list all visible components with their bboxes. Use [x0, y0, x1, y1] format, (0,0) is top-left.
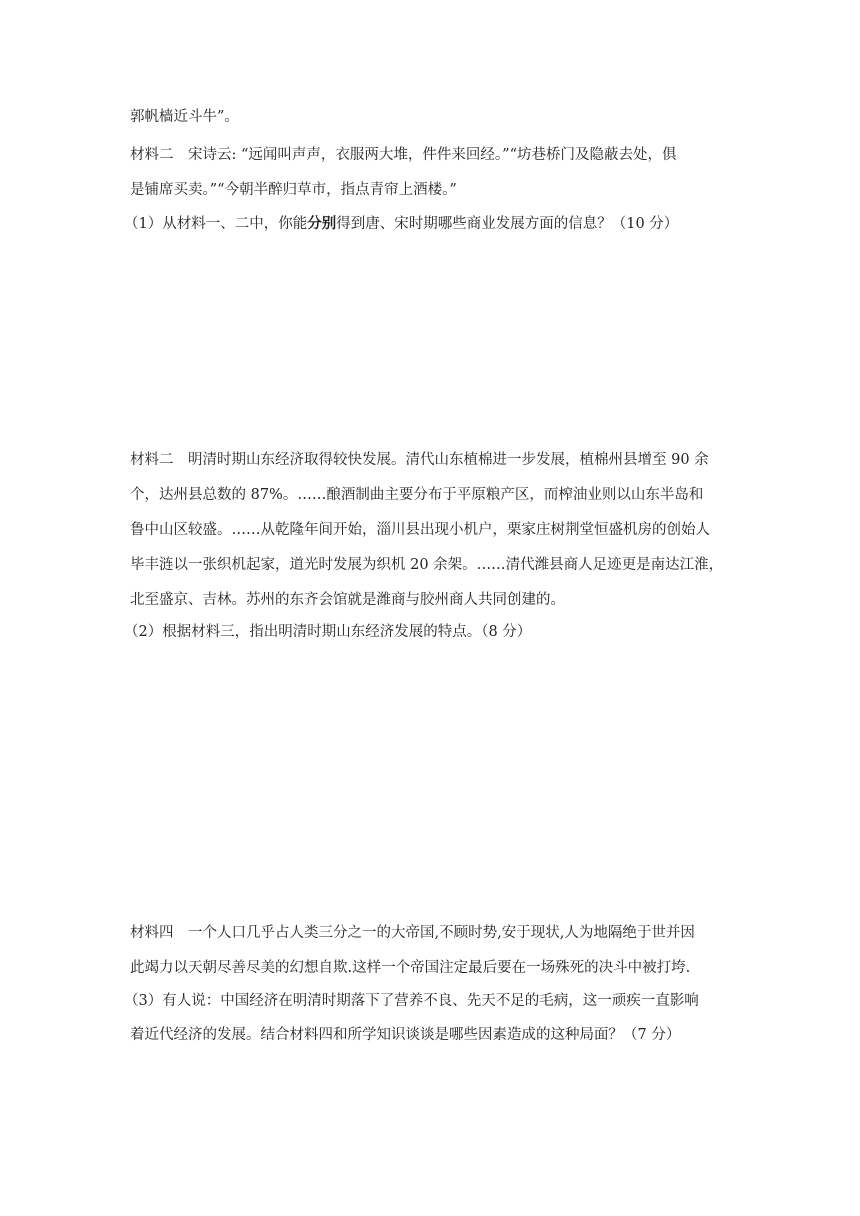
material-three-line-2: 个，达州县总数的 87%。……酿酒制曲主要分布于平原粮产区，而榨油业则以山东半岛和 — [130, 487, 704, 503]
question-3-line-1: （3）有人说：中国经济在明清时期落下了营养不良、先天不足的毛病，这一顽疾一直影响 — [124, 993, 699, 1009]
material-three-line-3: 鲁中山区较盛。……从乾隆年间开始，淄川县出现小机户，栗家庄树荆堂恒盛机房的创始人 — [130, 522, 710, 538]
material-three-line-4: 毕丰涟以一张织机起家，道光时发展为织机 20 余架。……清代潍县商人足迹更是南达江淮， — [130, 557, 724, 573]
material-three-line-1: 材料二 明清时期山东经济取得较快发展。清代山东植棉进一步发展，植棉州县增至 90 余 — [130, 452, 709, 468]
question-1-emphasis: 分别 — [307, 215, 337, 232]
question-3-line-2: 着近代经济的发展。结合材料四和所学知识谈谈是哪些因素造成的这种局面？（7 分） — [130, 1027, 681, 1043]
question-1-before: （1）从材料一、二中，你能 — [124, 216, 308, 232]
material-four-line-2: 此竭力以天朝尽善尽美的幻想自欺.这样一个帝国注定最后要在一场殊死的决斗中被打垮. — [130, 960, 691, 976]
material-two-song-line-2: 是铺席买卖。”“今朝半醉归草市，指点青帘上酒楼。” — [130, 182, 457, 198]
material-three-line-5: 北至盛京、吉林。苏州的东齐会馆就是潍商与胶州商人共同创建的。 — [130, 592, 565, 608]
material-one-tail: 郭帆樯近斗牛”。 — [130, 109, 239, 125]
question-1 — [124, 214, 678, 234]
material-two-song-line-1: 材料二 宋诗云: “远闻叫声声，衣服两大堆，件件来回经。”“坊巷桥门及隐蔽去处，俱 — [130, 147, 677, 163]
question-1-after: 得到唐、宋时期哪些商业发展方面的信息？（10 分） — [336, 216, 679, 232]
material-four-line-1: 材料四 一个人口几乎占人类三分之一的大帝国,不顾时势,安于现状,人为地隔绝于世并因 — [130, 925, 695, 941]
question-2: （2）根据材料三，指出明清时期山东经济发展的特点。（8 分） — [124, 624, 532, 640]
